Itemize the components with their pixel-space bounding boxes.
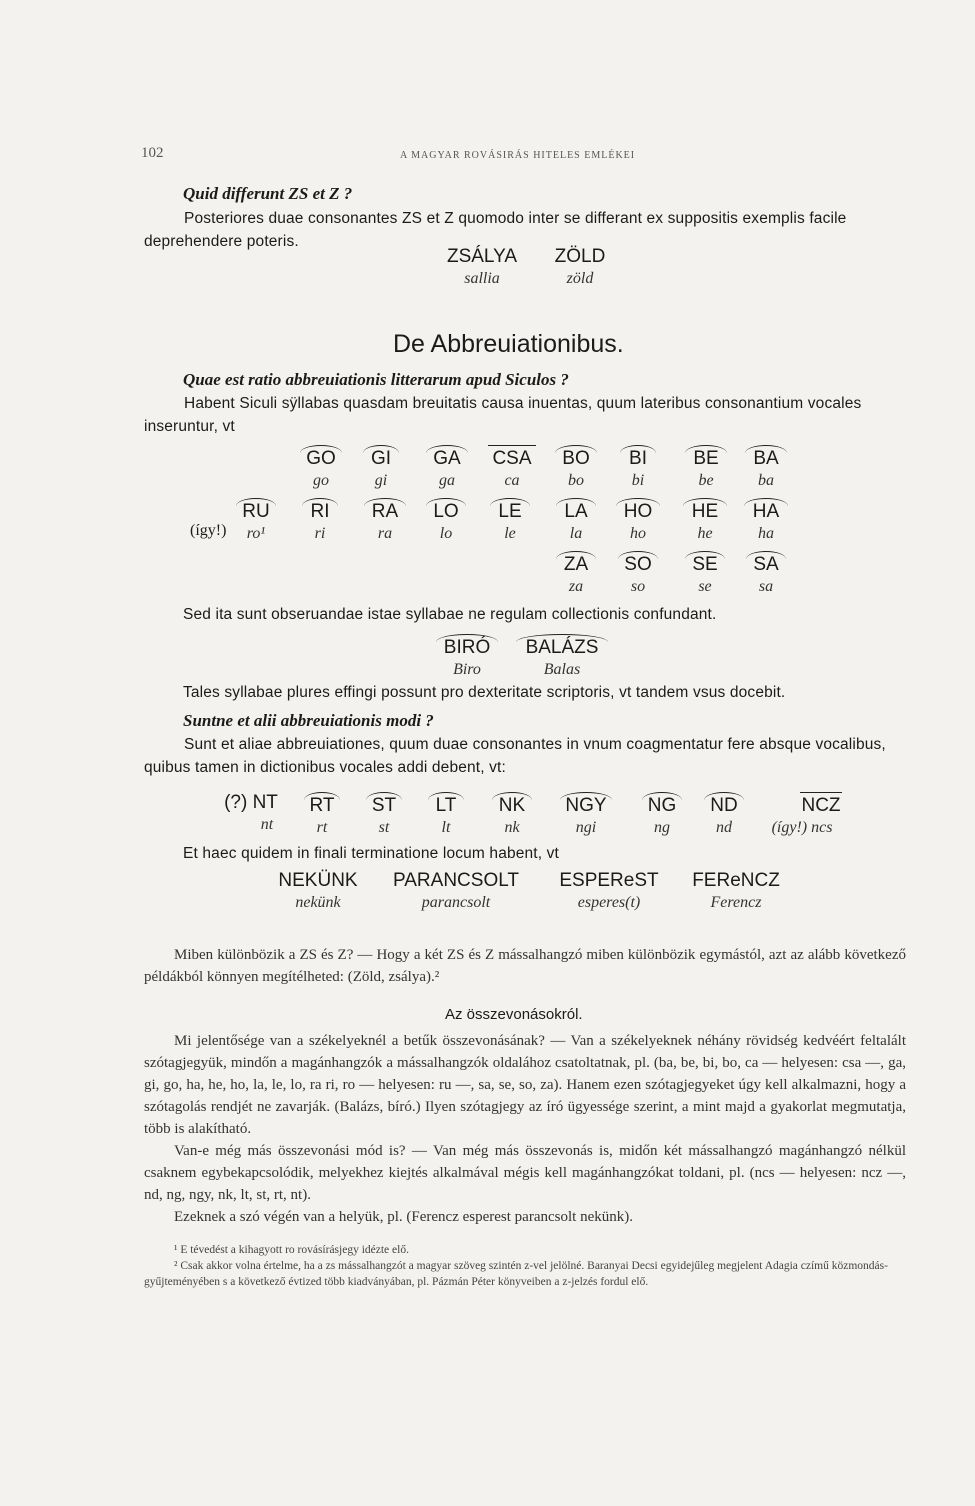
ligature-st: ST st — [366, 792, 402, 837]
footnote-1: ¹ E tévedést a kihagyott ro rovásírásjegy idézte elő. — [174, 1244, 409, 1256]
word-nekunk: NEKÜNK nekünk — [278, 870, 358, 911]
syllable-le: LE le — [490, 498, 530, 543]
hungarian-paragraph-3: Van-e még más összevonási mód is? — Van még más összevonás is, midőn két mássalhangzó magánhangzó nélkül csaknem egybekapcsolódik, melyekhez kiejtés alkalmával mégis kell magánhangzókat toldani, pl. (ncs — helyesen: ncz —, nd, ng, ngy, nk, lt, st, rt, nt). — [144, 1143, 906, 1203]
syllable-ri: RI ri — [302, 498, 338, 543]
syllable-lo: LO lo — [426, 498, 466, 543]
paragraph-obseruandae: Sed ita sunt obseruandae istae syllabae ne regulam collectionis confundant. — [183, 606, 717, 623]
word-ferencz: FEReNCZ Ferencz — [692, 870, 780, 911]
example-zold: ZÖLD zöld — [554, 246, 606, 287]
syllable-sa: SA sa — [746, 551, 786, 596]
syllable-be: BE be — [685, 445, 727, 490]
syllable-se: SE se — [685, 551, 725, 596]
syllable-gi: GI gi — [363, 445, 399, 490]
syllable-ga: GA ga — [426, 445, 468, 490]
ligature-ng: NG ng — [642, 792, 682, 837]
hungarian-paragraph-2: Mi jelentősége van a székelyeknél a betűk összevonásának? — Van a székelyeknek néhány rövidség kedvéért feltalált szótagjegyük, mindőn a magánhangzók a mássalhangzók oldalához csatoltatnak, pl. (ba, be, bi, bo, ca — helyesen: csa —, ga, gi, go, ha, he, ho, la, le, lo, ra ri, ro — helyesen: ru —, sa, se, so, za). Hanem ezen szótagjegyeket úgy kell alkalmazni, hogy a szótagolás rendjét ne zavarják. (Balázs, bíró.) Ilyen szótagjegy az író ügyessége szerint, a mint majd a gyakorlat megmutatja, több is alakítható. — [144, 1033, 906, 1137]
syllable-go: GO go — [300, 445, 342, 490]
paragraph-ligatures: Sunt et aliae abbreuiationes, quum duae consonantes in vnum coagmentatur fere absque vocalibus, quibus tamen in dictionibus vocales addi debent, vt: — [144, 736, 886, 776]
syllable-za: ZA za — [556, 551, 596, 596]
syllable-ra: RA ra — [364, 498, 406, 543]
question-other-modes: Suntne et alii abbreuiationis modi ? — [183, 711, 434, 730]
syllable-bo: BO bo — [555, 445, 597, 490]
syllable-ru: RU ro¹ — [236, 498, 276, 543]
paragraph-finali: Et haec quidem in finali terminatione locum habent, vt — [183, 845, 559, 862]
question-abbreviation: Quae est ratio abbreuiationis litterarum apud Siculos ? — [183, 370, 569, 389]
syllable-ha: HA ha — [744, 498, 788, 543]
syllable-csa: CSA ca — [488, 445, 536, 490]
paragraph-tales: Tales syllabae plures effingi possunt pro dexteritate scriptoris, vt tandem vsus docebit. — [183, 684, 786, 701]
ligature-nk: NK nk — [492, 792, 532, 837]
question-zs-z: Quid differunt ZS et Z ? — [183, 184, 353, 203]
syllable-ho: HO ho — [616, 498, 660, 543]
syllable-bi: BI bi — [620, 445, 656, 490]
example-zsalya: ZSÁLYA sallia — [446, 246, 518, 287]
running-title: A MAGYAR ROVÁSIRÁS HITELES EMLÉKEI — [400, 150, 636, 161]
paragraph-abbreviation: Habent Siculi sÿllabas quasdam breuitatis causa inuentas, quum lateribus consonantium vocales inseruntur, vt — [144, 395, 862, 435]
note-igy: (így!) — [190, 522, 227, 539]
footnote-2: ² Csak akkor volna értelme, ha a zs mássalhangzót a magyar szöveg szintén z-vel jelölné. Baranyai Decsi egyidejűleg megjelent Adagia czímű közmondás-gyűjteményében s a következő évtized több kiadványában, pl. Pázmán Péter könyveiben a z-jelzés fordul elő. — [144, 1260, 888, 1288]
ligature-ngy: NGY ngi — [560, 792, 612, 837]
ligature-nd: ND nd — [704, 792, 744, 837]
name-balazs: BALÁZS Balas — [516, 634, 608, 679]
ligature-lt: LT lt — [428, 792, 464, 837]
syllable-so: SO so — [618, 551, 658, 596]
ligature-rt: RT rt — [304, 792, 340, 837]
ligature-ncz: NCZ (így!) ncs — [762, 792, 842, 837]
word-parancsolt: PARANCSOLT parancsolt — [393, 870, 519, 911]
hungarian-paragraph-1: Miben különbözik a ZS és Z? — Hogy a két ZS és Z mássalhangzó miben különbözik egymástól, azt az alább következő példákból könnyen megítélheted: (Zöld, zsálya).² — [144, 947, 906, 985]
ligature-nt: (?) NT nt — [224, 792, 278, 833]
syllable-ba: BA ba — [745, 445, 787, 490]
section-title: De Abbreuiationibus. — [393, 330, 624, 358]
paragraph-zs-z: Posteriores duae consonantes ZS et Z quomodo inter se differant ex suppositis exemplis facile deprehendere poteris. — [144, 210, 847, 250]
hungarian-title: Az összevonásokról. — [445, 1006, 583, 1023]
syllable-la: LA la — [556, 498, 596, 543]
page-number: 102 — [141, 145, 164, 161]
word-esperest: ESPEReST esperes(t) — [559, 870, 659, 911]
syllable-he: HE he — [683, 498, 727, 543]
hungarian-paragraph-4: Ezeknek a szó végén van a helyük, pl. (Ferencz esperest parancsolt nekünk). — [174, 1209, 633, 1225]
name-biro: BIRÓ Biro — [436, 634, 498, 679]
